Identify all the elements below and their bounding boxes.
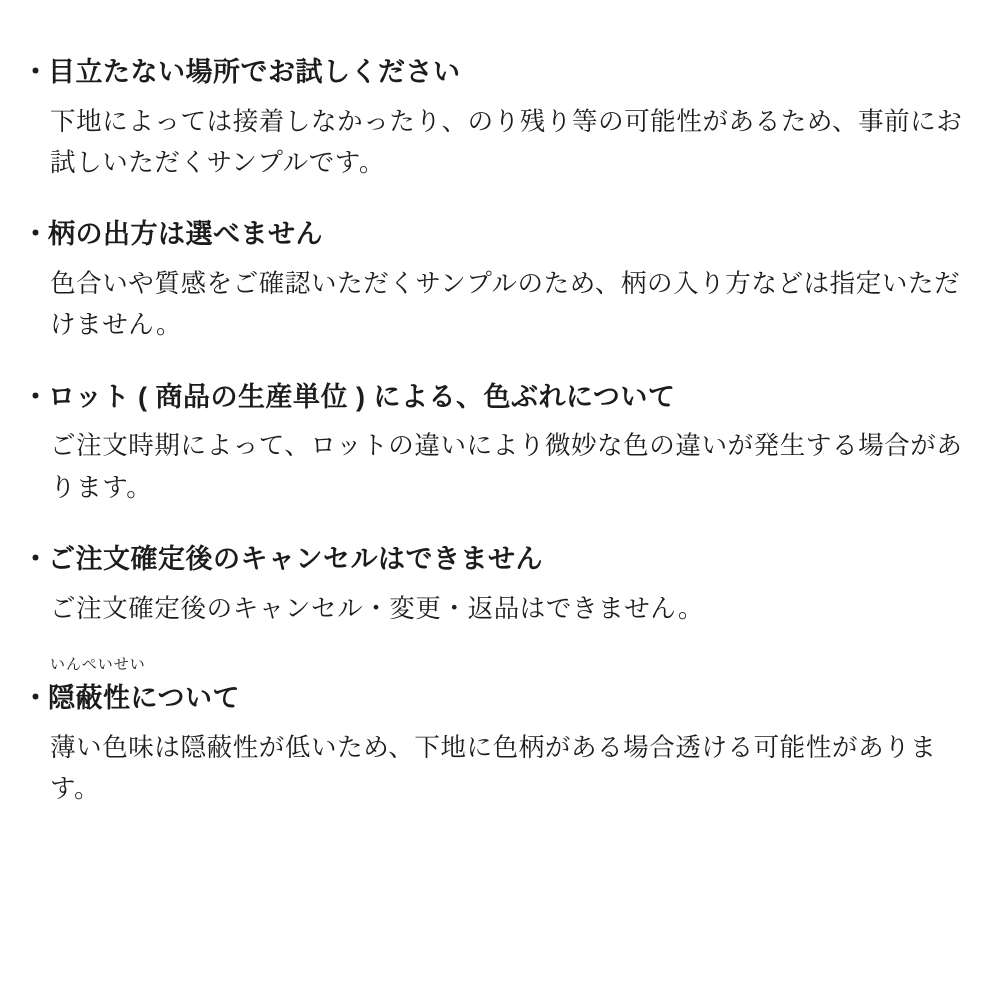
section-heading xyxy=(22,543,974,577)
section-heading-text: 柄の出方は選べません xyxy=(48,219,323,250)
notice-section xyxy=(22,656,974,810)
section-body: 下地によっては接着しなかったり、のり残り等の可能性があるため、事前にお試しいただくサンプルです。 xyxy=(50,107,963,178)
bullet-marker: ・ xyxy=(22,219,50,250)
bullet-marker: ・ xyxy=(22,683,50,714)
notice-section xyxy=(22,543,974,630)
section-heading-label: 隠蔽性について xyxy=(48,683,240,714)
notice-section xyxy=(22,56,974,184)
section-body: 色合いや質感をご確認いただくサンプルのため、柄の入り方などは指定いただけません。 xyxy=(50,270,961,340)
ruby-annotation: いんぺいせい xyxy=(50,656,146,674)
bullet-marker: ・ xyxy=(22,544,50,575)
notice-section xyxy=(22,381,974,509)
bullet-marker: ・ xyxy=(22,381,50,412)
section-heading-text xyxy=(48,656,974,716)
section-body: 薄い色味は隠蔽性が低いため、下地に色柄がある場合透ける可能性があります。 xyxy=(50,733,937,804)
section-heading xyxy=(22,218,974,252)
section-body: ご注文確定後のキャンセル・変更・返品はできません。 xyxy=(50,594,705,623)
section-heading xyxy=(22,56,974,90)
section-body: ご注文時期によって、ロットの違いにより微妙な色の違いが発生する場合があります。 xyxy=(50,432,963,502)
bullet-marker: ・ xyxy=(22,57,50,87)
section-heading xyxy=(22,656,974,716)
section-heading xyxy=(22,381,974,415)
notice-section xyxy=(22,218,974,346)
section-heading-text: ご注文確定後のキャンセルはできません xyxy=(48,544,543,575)
section-heading-text: 目立たない場所でお試しください xyxy=(48,57,461,87)
section-heading-text: ロット ( 商品の生産単位 ) による、色ぶれについて xyxy=(48,381,676,412)
